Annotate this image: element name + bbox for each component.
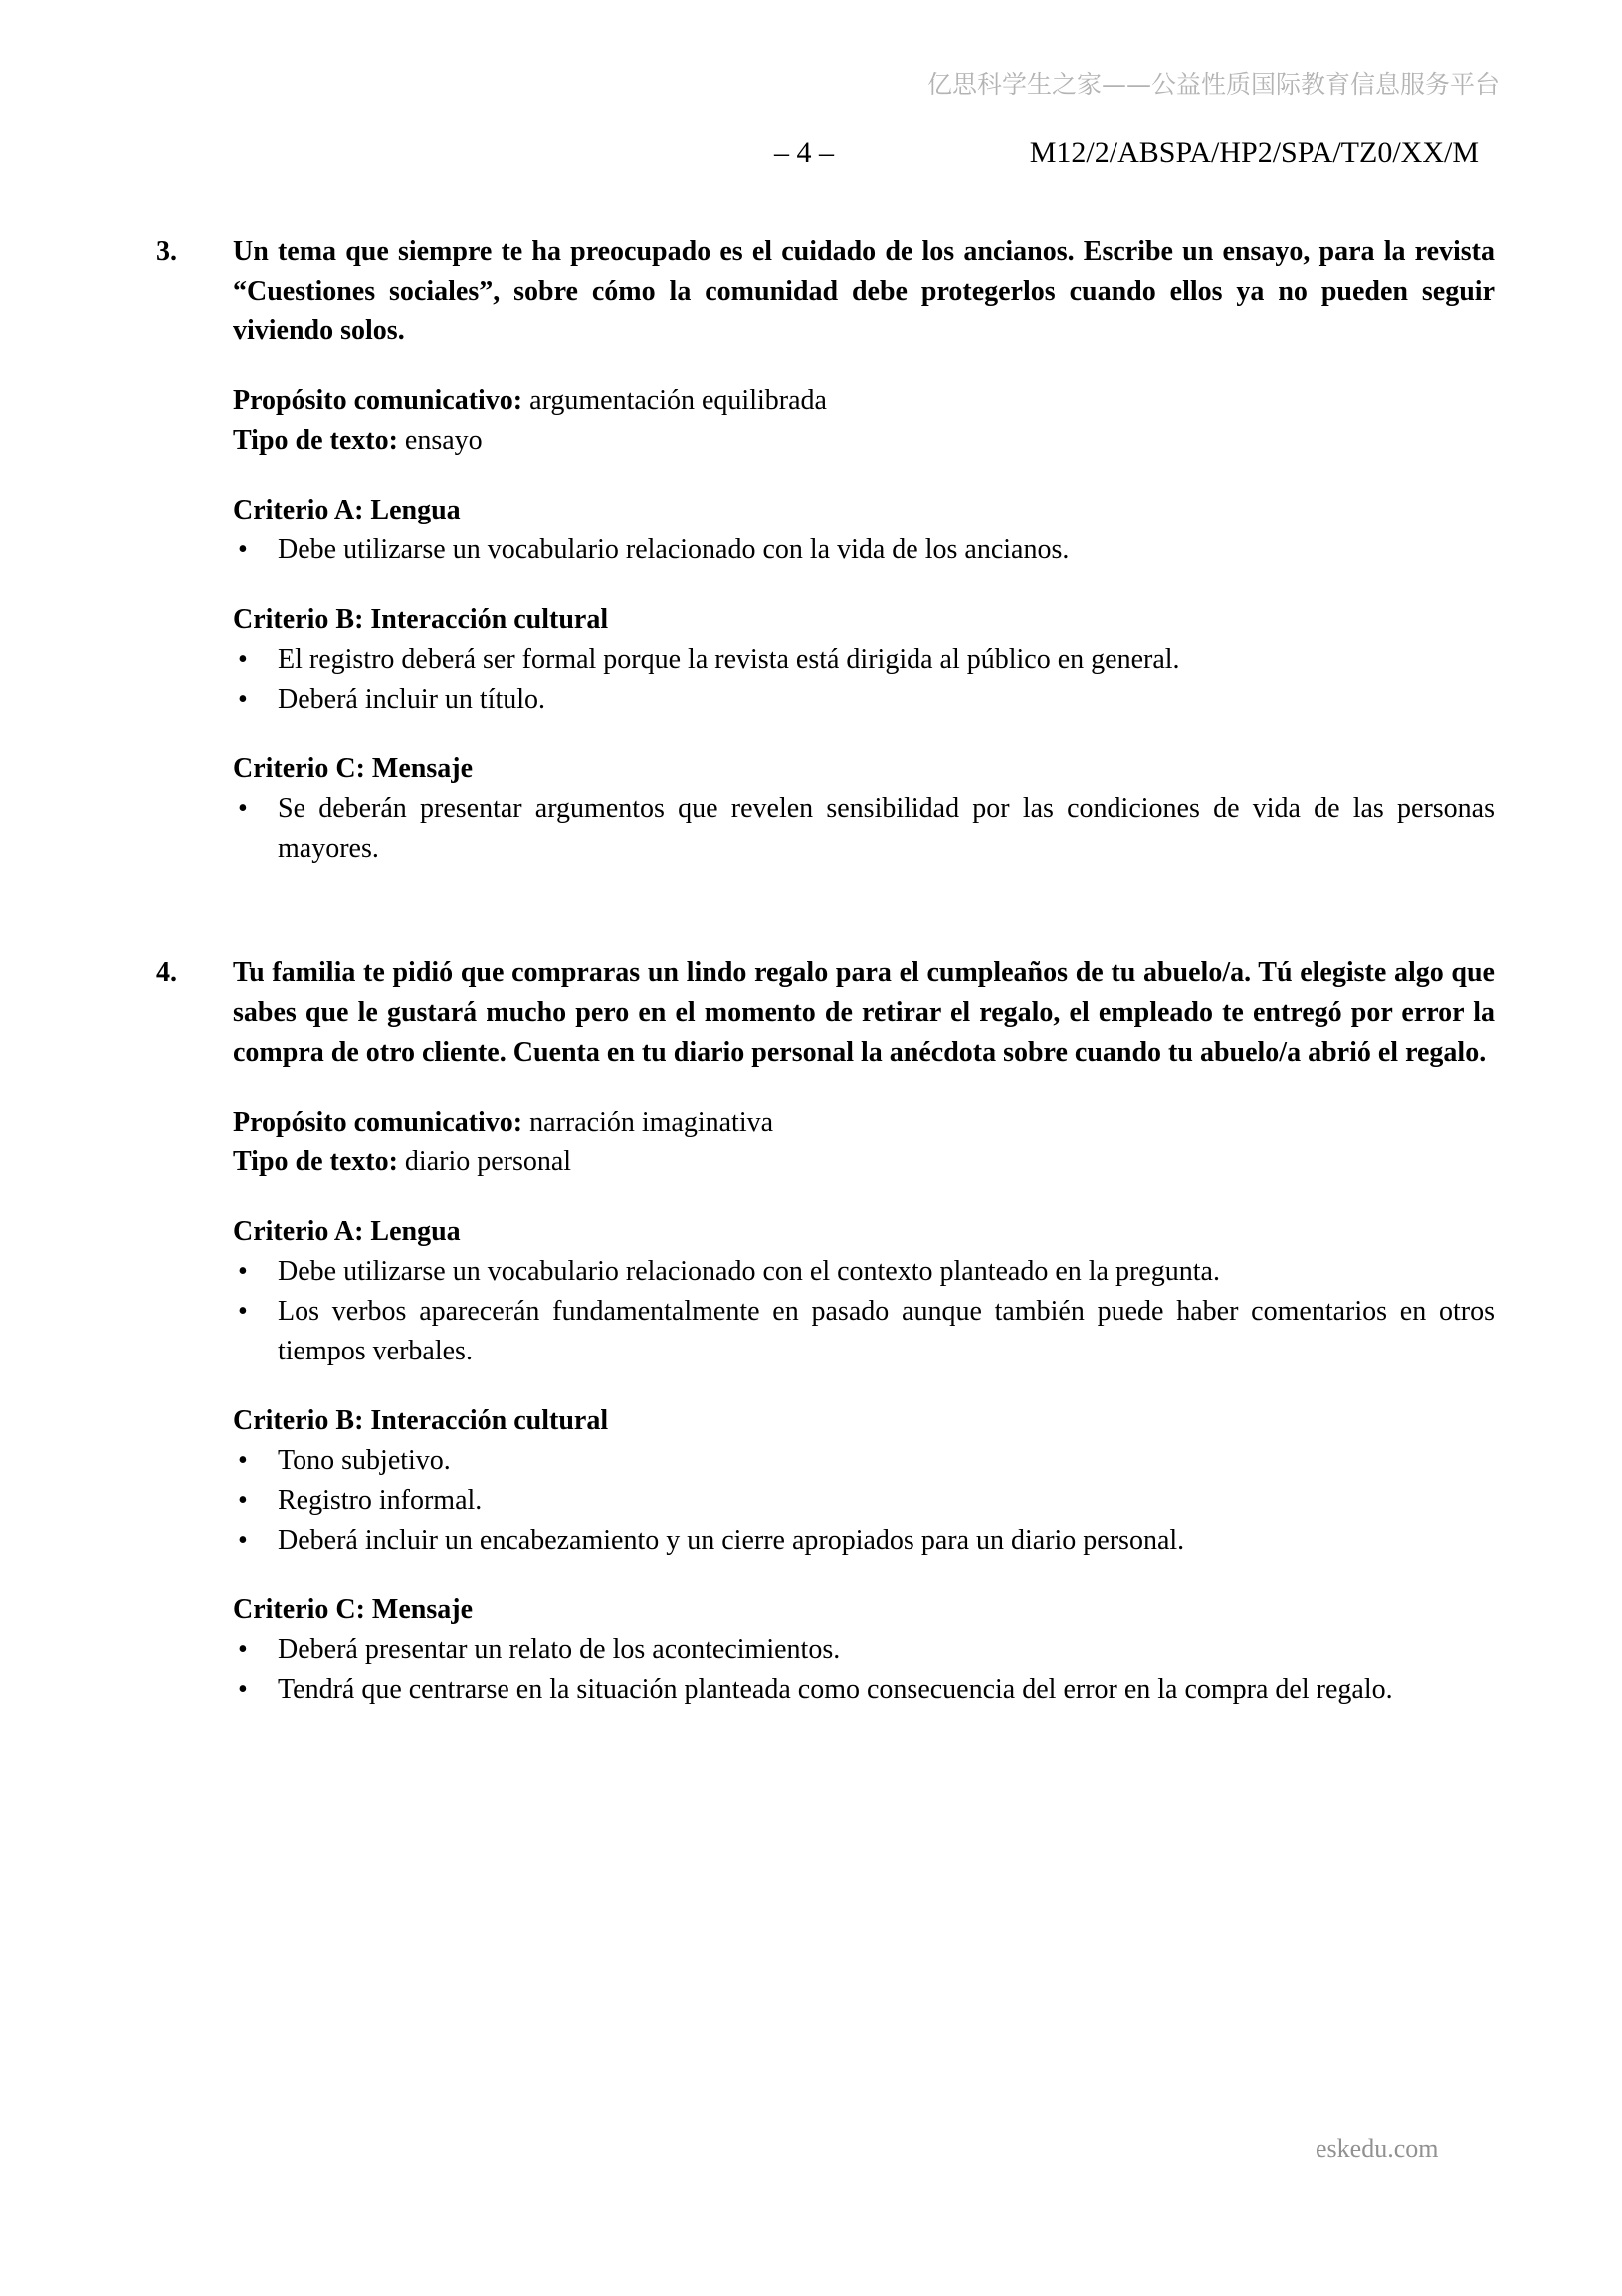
page-number: – 4 – [774, 136, 834, 169]
communicative-purpose-line [233, 381, 1495, 421]
communicative-purpose-line [233, 1103, 1495, 1143]
bullet-item [233, 1670, 1495, 1710]
bullet-text: El registro deberá ser formal porque la revista está dirigida al público en general. [278, 644, 1180, 675]
criterion-title: Criterio B: Interacción cultural [233, 1405, 609, 1436]
bullet-text: Tendrá que centrarse en la situación planteada como consecuencia del error en la compra del regalo. [278, 1674, 1393, 1705]
question-number: 3. [156, 236, 177, 267]
bullet-item [233, 1252, 1495, 1292]
question-3-head [156, 232, 1495, 351]
bullet-text: Debe utilizarse un vocabulario relacionado con la vida de los ancianos. [278, 534, 1070, 565]
question-number: 4. [156, 957, 177, 988]
criterion-title: Criterio C: Mensaje [233, 753, 474, 784]
question-4-head [156, 953, 1495, 1073]
criterion-bullet-list [233, 530, 1495, 570]
criterion-title: Criterio A: Lengua [233, 495, 461, 525]
bullet-item [233, 789, 1495, 869]
bullet-item [233, 1481, 1495, 1521]
question-meta [233, 1103, 1495, 1182]
bullet-text: Se deberán presentar argumentos que revelen sensibilidad por las condiciones de vida de las personas mayores. [278, 793, 1495, 864]
page-header [0, 133, 1622, 173]
criterion-bullet-list [233, 1441, 1495, 1561]
bullet-icon: • [238, 534, 248, 565]
criterion-c [233, 1590, 1495, 1710]
criterion-a [233, 1212, 1495, 1371]
bullet-text: Deberá presentar un relato de los acontecimientos. [278, 1634, 841, 1665]
bullet-item [233, 1630, 1495, 1670]
bullet-item [233, 1292, 1495, 1371]
purpose-value: argumentación equilibrada [529, 385, 827, 416]
criterion-title: Criterio B: Interacción cultural [233, 604, 609, 635]
question-3 [156, 232, 1495, 869]
bullet-icon: • [238, 644, 248, 675]
bullet-text: Deberá incluir un título. [278, 684, 546, 715]
question-4-body [233, 1103, 1495, 1710]
bullet-icon: • [238, 1674, 248, 1705]
question-4 [156, 953, 1495, 1710]
bullet-text: Registro informal. [278, 1485, 483, 1516]
bullet-text: Deberá incluir un encabezamiento y un cierre apropiados para un diario personal. [278, 1525, 1185, 1556]
bullet-item [233, 1521, 1495, 1561]
criterion-a [233, 491, 1495, 570]
criterion-b [233, 600, 1495, 720]
purpose-label: Propósito comunicativo: [233, 1107, 523, 1138]
text-type-label: Tipo de texto: [233, 425, 398, 456]
bullet-icon: • [238, 1256, 248, 1287]
text-type-label: Tipo de texto: [233, 1147, 398, 1177]
page-content [156, 232, 1495, 1710]
bullet-item [233, 640, 1495, 680]
criterion-c [233, 749, 1495, 869]
criterion-title: Criterio A: Lengua [233, 1216, 461, 1247]
criterion-bullet-list [233, 640, 1495, 720]
bullet-item [233, 1441, 1495, 1481]
bullet-item [233, 680, 1495, 720]
question-prompt: Un tema que siempre te ha preocupado es el cuidado de los ancianos. Escribe un ensayo, para la revista “Cuestiones sociales”, sobre cómo la comunidad debe protegerlos cuando ellos ya no pueden seguir viviendo solos. [233, 236, 1495, 346]
criterion-bullet-list [233, 1252, 1495, 1371]
exam-code: M12/2/ABSPA/HP2/SPA/TZ0/XX/M [1029, 136, 1479, 169]
bullet-icon: • [238, 1296, 248, 1327]
purpose-label: Propósito comunicativo: [233, 385, 523, 416]
bullet-icon: • [238, 1445, 248, 1476]
text-type-line [233, 1143, 1495, 1182]
bullet-icon: • [238, 1485, 248, 1516]
bullet-text: Los verbos aparecerán fundamentalmente en pasado aunque también puede haber comentarios en otros tiempos verbales. [278, 1296, 1495, 1366]
bullet-item [233, 530, 1495, 570]
question-3-body [233, 381, 1495, 869]
criterion-title: Criterio C: Mensaje [233, 1594, 474, 1625]
bullet-text: Debe utilizarse un vocabulario relacionado con el contexto planteado en la pregunta. [278, 1256, 1220, 1287]
text-type-value: ensayo [404, 425, 483, 456]
text-type-value: diario personal [404, 1147, 572, 1177]
bullet-icon: • [238, 793, 248, 824]
question-meta [233, 381, 1495, 461]
bullet-icon: • [238, 1525, 248, 1556]
text-type-line [233, 421, 1495, 461]
criterion-b [233, 1401, 1495, 1561]
purpose-value: narración imaginativa [529, 1107, 774, 1138]
watermark-text: 亿思科学生之家——公益性质国际教育信息服务平台 [927, 70, 1501, 99]
bullet-text: Tono subjetivo. [278, 1445, 451, 1476]
question-prompt: Tu familia te pidió que compraras un lindo regalo para el cumpleaños de tu abuelo/a. Tú elegiste algo que sabes que le gustará mucho pero en el momento de retirar el regalo, el empleado te entregó por error la compra de otro cliente. Cuenta en tu diario personal la anécdota sobre cuando tu abuelo/a abrió el regalo. [233, 957, 1495, 1068]
criterion-bullet-list [233, 789, 1495, 869]
bullet-icon: • [238, 684, 248, 715]
criterion-bullet-list [233, 1630, 1495, 1710]
bullet-icon: • [238, 1634, 248, 1665]
footer-site-text: eskedu.com [1316, 2134, 1439, 2163]
